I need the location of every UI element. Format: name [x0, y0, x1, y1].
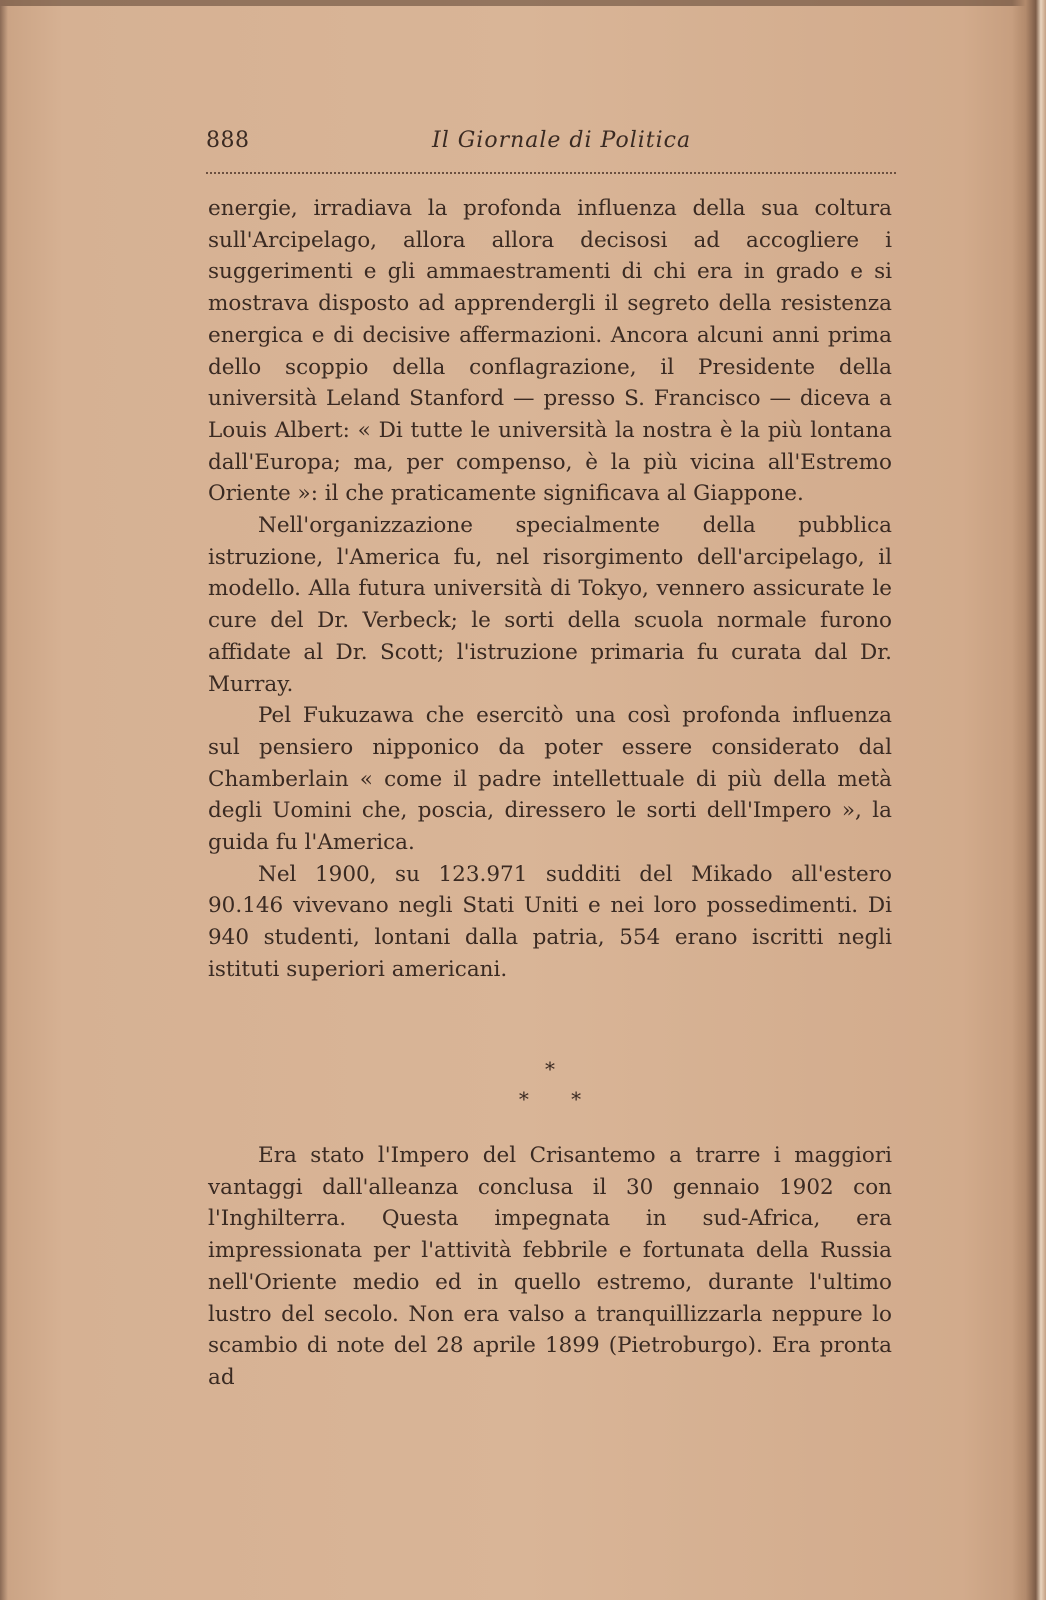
separator-star-top: *: [545, 1057, 555, 1081]
section-separator: [208, 1054, 892, 1114]
separator-stars-bottom: * *: [518, 1087, 600, 1111]
paragraph: energie, irradiava la profonda influenza della sua coltura sull'Arcipelago, allora allora decisosi ad accogliere i suggerimenti e gli ammaestramenti di chi era in grado e si mostrava disposto ad apprendergli il segreto della resistenza energica e di decisive affermazioni. Ancora alcuni anni prima dello scoppio della conflagrazione, il Presidente della università Leland Stanford — presso S. Francisco — diceva a Louis Albert: « Di tutte le università la nostra è la più lontana dall'Europa; ma, per compenso, è la più vicina all'Estremo Oriente »: il che praticamente significava al Giappone.: [208, 196, 892, 507]
page-number: 888: [206, 128, 250, 153]
paragraph: Pel Fukuzawa che esercitò una così profonda influenza sul pensiero nipponico da poter essere considerato dal Chamberlain « come il padre intellettuale di più della metà degli Uomini che, poscia, diressero le sorti dell'Impero », la guida fu l'America.: [208, 703, 892, 856]
paragraph: Era stato l'Impero del Crisantemo a trarre i maggiori vantaggi dall'alleanza conclusa il 30 gennaio 1902 con l'Inghilterra. Questa impegnata in sud-Africa, era impressionata per l'attività febbrile e fortunata della Russia nell'Oriente medio ed in quello estremo, durante l'ultimo lustro del secolo. Non era valso a tranquillizzarla neppure lo scambio di note del 28 aprile 1899 (Pietroburgo). Era pronta ad: [208, 1143, 892, 1390]
paragraph: Nell'organizzazione specialmente della pubblica istruzione, l'America fu, nel risorgimento dell'arcipelago, il modello. Alla futura università di Tokyo, vennero assicurate le cure del Dr. Verbeck; le sorti della scuola normale furono affidate al Dr. Scott; l'istruzione primaria fu curata dal Dr. Murray.: [208, 513, 892, 697]
header-rule: [206, 172, 896, 174]
running-title: Il Giornale di Politica: [432, 128, 692, 153]
page-left-edge: [0, 0, 8, 1600]
running-header: [206, 128, 896, 168]
section-text: [208, 1140, 892, 1394]
main-text: [208, 193, 892, 986]
paragraph: Nel 1900, su 123.971 sudditi del Mikado all'estero 90.146 vivevano negli Stati Uniti e nei loro possedimenti. Di 940 studenti, lontani dalla patria, 554 erano iscritti negli istituti superiori americani.: [208, 861, 892, 982]
page-right-edge: [1012, 0, 1046, 1600]
page-top-edge: [0, 0, 1046, 6]
